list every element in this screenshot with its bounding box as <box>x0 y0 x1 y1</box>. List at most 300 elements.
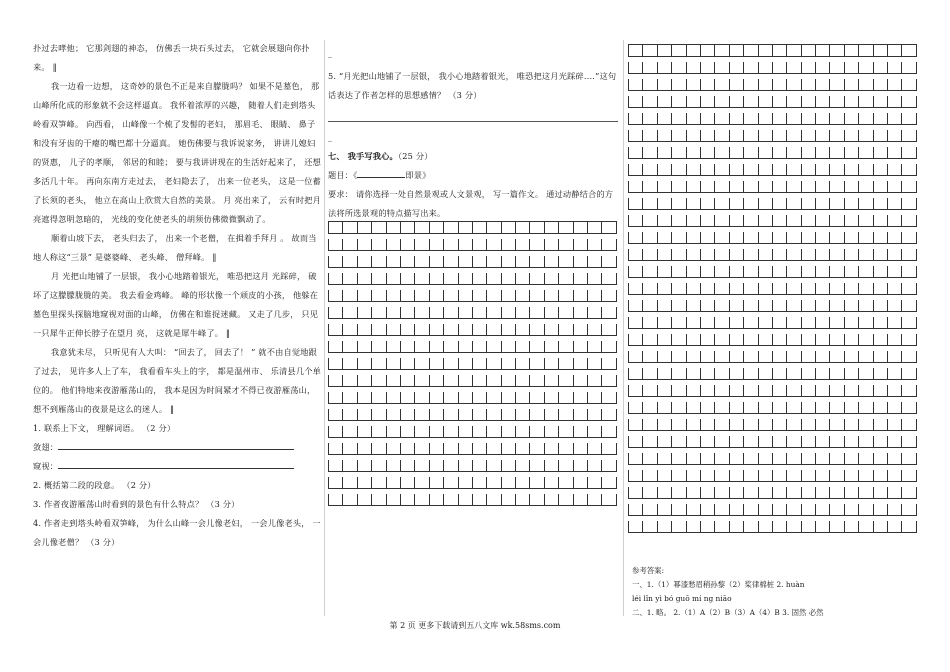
grid-cell[interactable] <box>473 324 487 336</box>
grid-cell[interactable] <box>830 436 844 448</box>
grid-cell[interactable] <box>343 494 357 506</box>
grid-cell[interactable] <box>687 113 701 125</box>
grid-cell[interactable] <box>530 494 544 506</box>
grid-cell[interactable] <box>530 256 544 268</box>
grid-cell[interactable] <box>773 79 787 91</box>
grid-cell[interactable] <box>759 436 773 448</box>
grid-cell[interactable] <box>387 239 401 251</box>
grid-cell[interactable] <box>687 164 701 176</box>
grid-cell[interactable] <box>715 419 729 431</box>
grid-cell[interactable] <box>687 504 701 516</box>
grid-cell[interactable] <box>845 487 859 499</box>
grid-cell[interactable] <box>759 45 773 57</box>
grid-cell[interactable] <box>629 521 643 533</box>
grid-cell[interactable] <box>401 494 415 506</box>
grid-cell[interactable] <box>343 222 357 234</box>
grid-cell[interactable] <box>759 249 773 261</box>
grid-cell[interactable] <box>687 266 701 278</box>
grid-cell[interactable] <box>530 392 544 404</box>
grid-cell[interactable] <box>759 215 773 227</box>
grid-cell[interactable] <box>574 392 588 404</box>
grid-cell[interactable] <box>715 521 729 533</box>
grid-cell[interactable] <box>672 249 686 261</box>
grid-cell[interactable] <box>816 62 830 74</box>
grid-cell[interactable] <box>430 375 444 387</box>
grid-cell[interactable] <box>444 324 458 336</box>
grid-cell[interactable] <box>672 368 686 380</box>
grid-cell[interactable] <box>444 358 458 370</box>
grid-cell[interactable] <box>701 317 715 329</box>
grid-cell[interactable] <box>802 130 816 142</box>
grid-cell[interactable] <box>545 358 559 370</box>
grid-cell[interactable] <box>672 351 686 363</box>
grid-cell[interactable] <box>559 426 573 438</box>
grid-cell[interactable] <box>802 300 816 312</box>
grid-cell[interactable] <box>845 504 859 516</box>
grid-cell[interactable] <box>588 222 602 234</box>
grid-cell[interactable] <box>730 521 744 533</box>
grid-cell[interactable] <box>845 317 859 329</box>
grid-cell[interactable] <box>444 341 458 353</box>
grid-cell[interactable] <box>859 334 873 346</box>
grid-cell[interactable] <box>687 334 701 346</box>
grid-cell[interactable] <box>487 290 501 302</box>
grid-cell[interactable] <box>588 443 602 455</box>
grid-cell[interactable] <box>730 317 744 329</box>
grid-cell[interactable] <box>787 249 801 261</box>
grid-cell[interactable] <box>715 215 729 227</box>
grid-cell[interactable] <box>459 443 473 455</box>
grid-cell[interactable] <box>530 239 544 251</box>
grid-cell[interactable] <box>658 130 672 142</box>
grid-cell[interactable] <box>787 402 801 414</box>
grid-cell[interactable] <box>787 470 801 482</box>
grid-cell[interactable] <box>329 358 343 370</box>
grid-cell[interactable] <box>701 334 715 346</box>
grid-cell[interactable] <box>372 324 386 336</box>
grid-cell[interactable] <box>744 300 758 312</box>
grid-cell[interactable] <box>701 232 715 244</box>
grid-cell[interactable] <box>329 494 343 506</box>
grid-cell[interactable] <box>845 436 859 448</box>
grid-cell[interactable] <box>874 215 888 227</box>
grid-cell[interactable] <box>773 266 787 278</box>
grid-cell[interactable] <box>802 487 816 499</box>
grid-cell[interactable] <box>730 249 744 261</box>
grid-cell[interactable] <box>487 375 501 387</box>
grid-cell[interactable] <box>643 266 657 278</box>
grid-cell[interactable] <box>787 198 801 210</box>
grid-cell[interactable] <box>787 79 801 91</box>
grid-cell[interactable] <box>444 256 458 268</box>
grid-cell[interactable] <box>415 392 429 404</box>
grid-cell[interactable] <box>773 521 787 533</box>
grid-cell[interactable] <box>902 419 916 431</box>
grid-cell[interactable] <box>401 273 415 285</box>
grid-cell[interactable] <box>473 392 487 404</box>
grid-cell[interactable] <box>459 290 473 302</box>
grid-cell[interactable] <box>415 341 429 353</box>
grid-cell[interactable] <box>430 324 444 336</box>
grid-cell[interactable] <box>473 409 487 421</box>
grid-cell[interactable] <box>672 79 686 91</box>
grid-cell[interactable] <box>859 317 873 329</box>
grid-cell[interactable] <box>816 453 830 465</box>
grid-cell[interactable] <box>602 443 616 455</box>
grid-cell[interactable] <box>687 215 701 227</box>
grid-cell[interactable] <box>629 453 643 465</box>
grid-cell[interactable] <box>588 239 602 251</box>
grid-cell[interactable] <box>744 453 758 465</box>
grid-cell[interactable] <box>687 521 701 533</box>
grid-cell[interactable] <box>602 324 616 336</box>
grid-cell[interactable] <box>902 317 916 329</box>
grid-cell[interactable] <box>629 300 643 312</box>
grid-cell[interactable] <box>802 351 816 363</box>
grid-cell[interactable] <box>358 239 372 251</box>
grid-cell[interactable] <box>759 164 773 176</box>
grid-cell[interactable] <box>343 341 357 353</box>
grid-cell[interactable] <box>759 317 773 329</box>
grid-cell[interactable] <box>473 358 487 370</box>
grid-cell[interactable] <box>401 222 415 234</box>
grid-cell[interactable] <box>701 79 715 91</box>
grid-cell[interactable] <box>387 494 401 506</box>
grid-cell[interactable] <box>643 385 657 397</box>
grid-cell[interactable] <box>845 181 859 193</box>
grid-cell[interactable] <box>744 470 758 482</box>
grid-cell[interactable] <box>358 392 372 404</box>
grid-cell[interactable] <box>530 273 544 285</box>
grid-cell[interactable] <box>473 222 487 234</box>
grid-cell[interactable] <box>888 62 902 74</box>
grid-cell[interactable] <box>672 147 686 159</box>
grid-cell[interactable] <box>902 232 916 244</box>
grid-cell[interactable] <box>574 222 588 234</box>
grid-cell[interactable] <box>830 45 844 57</box>
grid-cell[interactable] <box>329 409 343 421</box>
grid-cell[interactable] <box>773 164 787 176</box>
grid-cell[interactable] <box>701 181 715 193</box>
grid-cell[interactable] <box>773 436 787 448</box>
grid-cell[interactable] <box>629 79 643 91</box>
grid-cell[interactable] <box>874 96 888 108</box>
grid-cell[interactable] <box>787 419 801 431</box>
grid-cell[interactable] <box>459 358 473 370</box>
grid-cell[interactable] <box>816 79 830 91</box>
grid-cell[interactable] <box>545 256 559 268</box>
grid-cell[interactable] <box>816 232 830 244</box>
grid-cell[interactable] <box>715 45 729 57</box>
grid-cell[interactable] <box>502 375 516 387</box>
grid-cell[interactable] <box>888 300 902 312</box>
grid-cell[interactable] <box>730 453 744 465</box>
grid-cell[interactable] <box>874 266 888 278</box>
grid-cell[interactable] <box>602 307 616 319</box>
grid-cell[interactable] <box>830 62 844 74</box>
grid-cell[interactable] <box>802 62 816 74</box>
grid-cell[interactable] <box>502 443 516 455</box>
grid-cell[interactable] <box>574 324 588 336</box>
grid-cell[interactable] <box>358 256 372 268</box>
grid-cell[interactable] <box>415 409 429 421</box>
grid-cell[interactable] <box>487 307 501 319</box>
grid-cell[interactable] <box>358 409 372 421</box>
grid-cell[interactable] <box>874 470 888 482</box>
grid-cell[interactable] <box>545 409 559 421</box>
grid-cell[interactable] <box>845 266 859 278</box>
grid-cell[interactable] <box>902 45 916 57</box>
grid-cell[interactable] <box>759 334 773 346</box>
grid-cell[interactable] <box>715 232 729 244</box>
grid-cell[interactable] <box>845 334 859 346</box>
grid-cell[interactable] <box>787 113 801 125</box>
grid-cell[interactable] <box>888 419 902 431</box>
grid-cell[interactable] <box>487 273 501 285</box>
grid-cell[interactable] <box>845 130 859 142</box>
grid-cell[interactable] <box>816 334 830 346</box>
grid-cell[interactable] <box>487 443 501 455</box>
grid-cell[interactable] <box>888 164 902 176</box>
grid-cell[interactable] <box>672 453 686 465</box>
grid-cell[interactable] <box>444 426 458 438</box>
grid-cell[interactable] <box>329 426 343 438</box>
grid-cell[interactable] <box>773 402 787 414</box>
grid-cell[interactable] <box>759 368 773 380</box>
grid-cell[interactable] <box>787 351 801 363</box>
grid-cell[interactable] <box>845 470 859 482</box>
grid-cell[interactable] <box>802 385 816 397</box>
grid-cell[interactable] <box>701 300 715 312</box>
grid-cell[interactable] <box>444 222 458 234</box>
grid-cell[interactable] <box>687 249 701 261</box>
grid-cell[interactable] <box>816 436 830 448</box>
grid-cell[interactable] <box>430 256 444 268</box>
grid-cell[interactable] <box>773 198 787 210</box>
grid-cell[interactable] <box>859 130 873 142</box>
grid-cell[interactable] <box>902 164 916 176</box>
grid-cell[interactable] <box>401 358 415 370</box>
grid-cell[interactable] <box>830 164 844 176</box>
grid-cell[interactable] <box>444 307 458 319</box>
grid-cell[interactable] <box>802 504 816 516</box>
grid-cell[interactable] <box>629 147 643 159</box>
grid-cell[interactable] <box>444 392 458 404</box>
grid-cell[interactable] <box>701 62 715 74</box>
grid-cell[interactable] <box>773 334 787 346</box>
grid-cell[interactable] <box>859 453 873 465</box>
grid-cell[interactable] <box>530 375 544 387</box>
grid-cell[interactable] <box>787 45 801 57</box>
grid-cell[interactable] <box>773 453 787 465</box>
grid-cell[interactable] <box>372 392 386 404</box>
grid-cell[interactable] <box>802 283 816 295</box>
grid-cell[interactable] <box>401 426 415 438</box>
grid-cell[interactable] <box>787 266 801 278</box>
grid-cell[interactable] <box>459 494 473 506</box>
grid-cell[interactable] <box>845 300 859 312</box>
grid-cell[interactable] <box>830 317 844 329</box>
grid-cell[interactable] <box>643 470 657 482</box>
grid-cell[interactable] <box>588 409 602 421</box>
grid-cell[interactable] <box>874 283 888 295</box>
grid-cell[interactable] <box>343 375 357 387</box>
grid-cell[interactable] <box>487 341 501 353</box>
grid-cell[interactable] <box>444 290 458 302</box>
grid-cell[interactable] <box>372 222 386 234</box>
grid-cell[interactable] <box>387 392 401 404</box>
grid-cell[interactable] <box>888 147 902 159</box>
grid-cell[interactable] <box>574 477 588 489</box>
grid-cell[interactable] <box>715 368 729 380</box>
grid-cell[interactable] <box>874 334 888 346</box>
grid-cell[interactable] <box>744 317 758 329</box>
grid-cell[interactable] <box>658 317 672 329</box>
grid-cell[interactable] <box>588 392 602 404</box>
grid-cell[interactable] <box>629 232 643 244</box>
grid-cell[interactable] <box>643 419 657 431</box>
grid-cell[interactable] <box>773 147 787 159</box>
grid-cell[interactable] <box>473 239 487 251</box>
grid-cell[interactable] <box>715 249 729 261</box>
grid-cell[interactable] <box>502 239 516 251</box>
grid-cell[interactable] <box>602 273 616 285</box>
grid-cell[interactable] <box>744 351 758 363</box>
grid-cell[interactable] <box>845 96 859 108</box>
grid-cell[interactable] <box>759 130 773 142</box>
grid-cell[interactable] <box>687 45 701 57</box>
grid-cell[interactable] <box>672 436 686 448</box>
grid-cell[interactable] <box>358 307 372 319</box>
grid-cell[interactable] <box>629 504 643 516</box>
grid-cell[interactable] <box>888 113 902 125</box>
grid-cell[interactable] <box>658 351 672 363</box>
grid-cell[interactable] <box>874 130 888 142</box>
grid-cell[interactable] <box>730 181 744 193</box>
grid-cell[interactable] <box>773 300 787 312</box>
grid-cell[interactable] <box>744 419 758 431</box>
grid-cell[interactable] <box>715 504 729 516</box>
grid-cell[interactable] <box>773 283 787 295</box>
grid-cell[interactable] <box>415 358 429 370</box>
grid-cell[interactable] <box>802 215 816 227</box>
grid-cell[interactable] <box>387 290 401 302</box>
grid-cell[interactable] <box>415 307 429 319</box>
grid-cell[interactable] <box>672 232 686 244</box>
grid-cell[interactable] <box>902 351 916 363</box>
grid-cell[interactable] <box>643 436 657 448</box>
grid-cell[interactable] <box>516 307 530 319</box>
grid-cell[interactable] <box>629 385 643 397</box>
grid-cell[interactable] <box>588 477 602 489</box>
grid-cell[interactable] <box>874 317 888 329</box>
grid-cell[interactable] <box>701 283 715 295</box>
grid-cell[interactable] <box>672 130 686 142</box>
grid-cell[interactable] <box>845 164 859 176</box>
grid-cell[interactable] <box>701 164 715 176</box>
grid-cell[interactable] <box>888 470 902 482</box>
grid-cell[interactable] <box>487 358 501 370</box>
grid-cell[interactable] <box>888 351 902 363</box>
grid-cell[interactable] <box>502 290 516 302</box>
grid-cell[interactable] <box>530 443 544 455</box>
grid-cell[interactable] <box>658 249 672 261</box>
grid-cell[interactable] <box>658 96 672 108</box>
grid-cell[interactable] <box>701 266 715 278</box>
grid-cell[interactable] <box>473 290 487 302</box>
grid-cell[interactable] <box>773 181 787 193</box>
grid-cell[interactable] <box>830 351 844 363</box>
grid-cell[interactable] <box>687 453 701 465</box>
grid-cell[interactable] <box>487 222 501 234</box>
grid-cell[interactable] <box>902 266 916 278</box>
grid-cell[interactable] <box>759 419 773 431</box>
grid-cell[interactable] <box>715 317 729 329</box>
grid-cell[interactable] <box>902 504 916 516</box>
grid-cell[interactable] <box>516 375 530 387</box>
grid-cell[interactable] <box>730 232 744 244</box>
grid-cell[interactable] <box>715 266 729 278</box>
grid-cell[interactable] <box>816 96 830 108</box>
grid-cell[interactable] <box>802 232 816 244</box>
grid-cell[interactable] <box>672 181 686 193</box>
grid-cell[interactable] <box>874 232 888 244</box>
grid-cell[interactable] <box>802 368 816 380</box>
grid-cell[interactable] <box>902 96 916 108</box>
grid-cell[interactable] <box>502 409 516 421</box>
grid-cell[interactable] <box>459 426 473 438</box>
grid-cell[interactable] <box>658 215 672 227</box>
grid-cell[interactable] <box>473 375 487 387</box>
grid-cell[interactable] <box>715 300 729 312</box>
grid-cell[interactable] <box>759 453 773 465</box>
grid-cell[interactable] <box>816 198 830 210</box>
grid-cell[interactable] <box>687 232 701 244</box>
grid-cell[interactable] <box>559 324 573 336</box>
grid-cell[interactable] <box>329 324 343 336</box>
grid-cell[interactable] <box>643 283 657 295</box>
grid-cell[interactable] <box>744 487 758 499</box>
grid-cell[interactable] <box>802 317 816 329</box>
grid-cell[interactable] <box>602 239 616 251</box>
grid-cell[interactable] <box>787 283 801 295</box>
grid-cell[interactable] <box>830 198 844 210</box>
grid-cell[interactable] <box>658 79 672 91</box>
grid-cell[interactable] <box>502 222 516 234</box>
grid-cell[interactable] <box>516 426 530 438</box>
grid-cell[interactable] <box>487 324 501 336</box>
grid-cell[interactable] <box>859 164 873 176</box>
grid-cell[interactable] <box>387 426 401 438</box>
grid-cell[interactable] <box>401 409 415 421</box>
grid-cell[interactable] <box>730 113 744 125</box>
grid-cell[interactable] <box>888 249 902 261</box>
grid-cell[interactable] <box>715 130 729 142</box>
grid-cell[interactable] <box>658 45 672 57</box>
grid-cell[interactable] <box>343 273 357 285</box>
grid-cell[interactable] <box>888 521 902 533</box>
grid-cell[interactable] <box>516 256 530 268</box>
grid-cell[interactable] <box>487 392 501 404</box>
grid-cell[interactable] <box>672 96 686 108</box>
grid-cell[interactable] <box>444 477 458 489</box>
grid-cell[interactable] <box>888 334 902 346</box>
grid-cell[interactable] <box>672 45 686 57</box>
grid-cell[interactable] <box>802 266 816 278</box>
grid-cell[interactable] <box>559 392 573 404</box>
grid-cell[interactable] <box>830 470 844 482</box>
grid-cell[interactable] <box>643 130 657 142</box>
